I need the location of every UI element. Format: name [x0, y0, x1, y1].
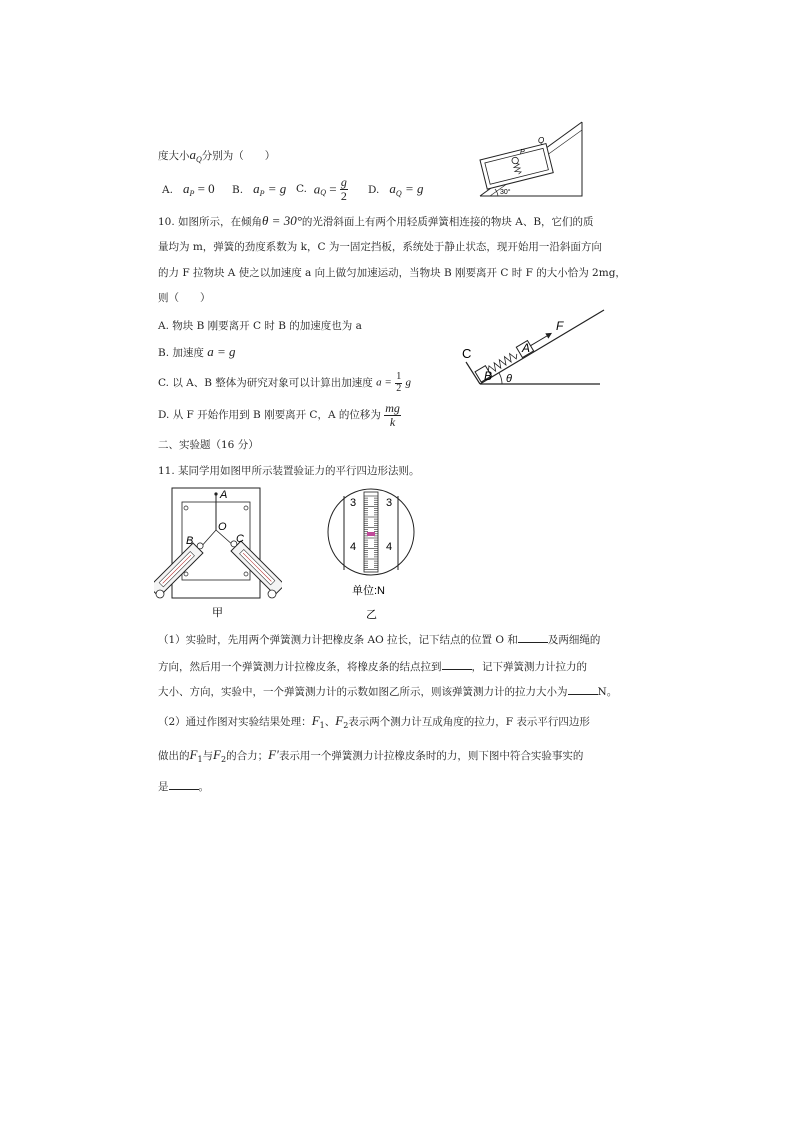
q11-p1-line2-text: 方向，然后用一个弹簧测力计拉橡皮条，将橡皮条的结点拉到	[158, 661, 442, 673]
q10-opt-c	[158, 372, 411, 394]
q9-opt-c-frac	[340, 176, 348, 202]
q9-opt-c-eq: =	[325, 181, 337, 197]
q9-opt-d	[368, 182, 423, 198]
q11-p2-line3	[158, 779, 209, 793]
q9-fig-q: Q	[538, 136, 545, 145]
q11-fig-yi-label: 乙	[366, 609, 377, 621]
q10-opt-d-pre: D. 从 F 开始作用到 B 刚要离开 C，A 的位移为	[158, 408, 381, 421]
q9-opt-b-letter: B.	[232, 184, 244, 196]
q9-opt-c-num: g	[340, 175, 347, 189]
q10-opt-d-num: mg	[385, 401, 400, 415]
q11-p2-line1-pre: （2）通过作图对实验结果处理：	[158, 716, 312, 728]
q9-fig-angle: 30°	[500, 189, 511, 196]
answer-blank-4[interactable]	[169, 779, 199, 790]
q10-line1-a: 10. 如图所示，在倾角	[158, 216, 263, 228]
q9-incline-figure	[470, 114, 590, 202]
q9-stem-end: 分别为（ ）	[201, 150, 276, 162]
q11-p2-line1-post: 表示两个测力计互成角度的拉力，F 表示平行四边形	[348, 716, 590, 728]
q9-opt-a-sub: P	[189, 189, 195, 199]
q11-p2-line2-f1-sub: 1	[197, 755, 203, 765]
q10-opt-d-den: k	[389, 414, 396, 429]
q9-opt-d-letter: D.	[368, 184, 380, 196]
q11-p1-line3-text: 大小、方向，实验中，一个弹簧测力计的示数如图乙所示，则该弹簧测力计的拉力大小为	[158, 686, 568, 698]
q11-fig-jia	[154, 484, 282, 620]
q11-fig-a: A	[220, 489, 228, 501]
q11-fig-o: O	[218, 521, 227, 533]
q9-opt-d-val: = g	[401, 181, 424, 196]
q11-p2-line2-f2: F	[213, 747, 221, 762]
q11-p2-f2: F	[335, 713, 344, 728]
q11-p1-line3	[158, 684, 617, 698]
q9-opt-b	[232, 182, 286, 198]
q11-fig-c: C	[236, 533, 244, 545]
q9-opt-b-expr: a	[253, 181, 260, 196]
q11-p2-line2	[158, 748, 583, 764]
answer-blank-1[interactable]	[518, 632, 548, 643]
q9-aq-sub: Q	[196, 155, 202, 165]
q11-p1-line2-end: ，记下弹簧测力计拉力的	[471, 661, 587, 673]
q11-fig-jia-label: 甲	[212, 607, 223, 619]
answer-blank-2[interactable]	[442, 659, 472, 670]
q11-scale-4-right: 4	[386, 541, 393, 553]
q10-opt-d-frac	[384, 402, 401, 428]
q11-p2-line2-post: 的合力；	[226, 750, 269, 762]
q10-opt-a: A. 物块 B 刚要离开 C 时 B 的加速度也为 a	[158, 320, 362, 332]
q11-fig-b: B	[186, 535, 194, 547]
q9-opt-c-letter: C.	[296, 182, 307, 195]
q11-p2-f1-sub: 1	[319, 721, 325, 731]
q10-line2: 量均为 m，弹簧的劲度系数为 k，C 为一固定挡板，系统处于静止状态，现开始用一沿斜面方向	[158, 241, 602, 253]
q9-stem	[158, 148, 275, 164]
q11-p2-f1: F	[311, 713, 320, 728]
q11-p2-line2-f2-sub: 2	[221, 755, 227, 765]
q10-opt-b	[158, 345, 236, 359]
q10-fig-a: A	[522, 341, 531, 355]
q10-fig-f: F	[556, 319, 564, 333]
q9-opt-b-sub: P	[259, 189, 265, 199]
q10-fig-theta: θ	[506, 373, 512, 385]
q11-p2-line2-f1: F	[189, 747, 198, 762]
q9-opt-d-sub: Q	[395, 189, 402, 199]
q10-opt-c-pre: C. 以 A、B 整体为研究对象可以计算出加速度	[158, 376, 373, 389]
q9-options	[162, 182, 215, 198]
q11-p2-line3-end: 。	[198, 781, 209, 793]
q10-opt-c-frac	[395, 372, 402, 394]
q11-scale-3-left: 3	[350, 497, 357, 509]
q11-p1-line2	[158, 659, 587, 673]
q9-opt-c	[296, 176, 348, 202]
q11-p1-line1-text: （1）实验时，先用两个弹簧测力计把橡皮条 AO 拉长，记下结点的位置 O 和	[158, 634, 518, 646]
q11-p1-line3-end: N。	[597, 686, 618, 698]
q9-opt-c-sub: Q	[320, 188, 326, 198]
q9-opt-d-expr: a	[389, 181, 396, 196]
q9-opt-c-expr: a	[313, 181, 321, 197]
q10-theta: θ = 30°	[262, 213, 302, 228]
q10-opt-c-den: 2	[396, 382, 402, 394]
q10-opt-b-pre: B. 加速度	[158, 347, 204, 359]
q10-line1-b: 的光滑斜面上有两个用轻质弹簧相连接的物块 A、B，它们的质	[301, 216, 594, 228]
q11-p2-line2-and: 与	[202, 750, 214, 762]
q9-opt-a-letter: A.	[162, 184, 173, 196]
q11-p2-line2-tail: 表示用一个弹簧测力计拉橡皮条时的力，则下图中符合实验事实的	[278, 750, 584, 762]
q10-fig-c: C	[462, 346, 472, 361]
q9-opt-b-val: = g	[264, 181, 287, 196]
q11-p2-line2-pre: 做出的	[158, 750, 190, 762]
q11-p1-line1-end: 及两细绳的	[547, 634, 601, 646]
q10-opt-c-g: g	[405, 376, 412, 389]
q11-p1-line1	[158, 632, 600, 646]
q9-stem-tail: 度大小	[158, 150, 190, 162]
q11-p2-f2-sub: 2	[343, 721, 349, 731]
q9-opt-c-den: 2	[340, 188, 347, 203]
q9-aq-symbol: a	[189, 147, 196, 162]
q11-scale-4-left: 4	[350, 541, 357, 553]
q11-p2-line3-text: 是	[158, 781, 169, 793]
q11-fig-unit: 单位:N	[352, 585, 385, 597]
q10-line3: 的力 F 拉物块 A 使之以加速度 a 向上做匀加速运动，当物块 B 刚要离开 C 时 F 的大小恰为 2mg，	[158, 267, 626, 279]
q10-opt-c-a: a =	[376, 376, 392, 389]
answer-blank-3[interactable]	[568, 684, 598, 695]
q10-opt-c-num: 1	[396, 371, 402, 382]
q11-scale-3-right: 3	[386, 497, 393, 509]
q10-fig-b: B	[484, 369, 493, 383]
q9-opt-a-val: = 0	[194, 181, 215, 196]
q10-opt-d	[158, 402, 401, 428]
q11-p2-line1	[158, 714, 590, 730]
q11-stem: 11. 某同学用如图甲所示装置验证力的平行四边形法则。	[158, 465, 420, 477]
section2-title: 二、实验题（16 分）	[158, 439, 259, 451]
q11-fig-yi	[326, 484, 416, 624]
q10-line4: 则（ ）	[158, 292, 211, 304]
q10-incline-figure	[456, 308, 606, 390]
q9-opt-a-expr: a	[182, 181, 190, 196]
q11-p2-fprime: F′	[268, 747, 279, 762]
q10-opt-b-expr: a = g	[207, 344, 236, 359]
q10-line1	[158, 214, 594, 228]
q11-p2-sep: 、	[324, 716, 336, 728]
q9-fig-p: P	[520, 149, 525, 156]
